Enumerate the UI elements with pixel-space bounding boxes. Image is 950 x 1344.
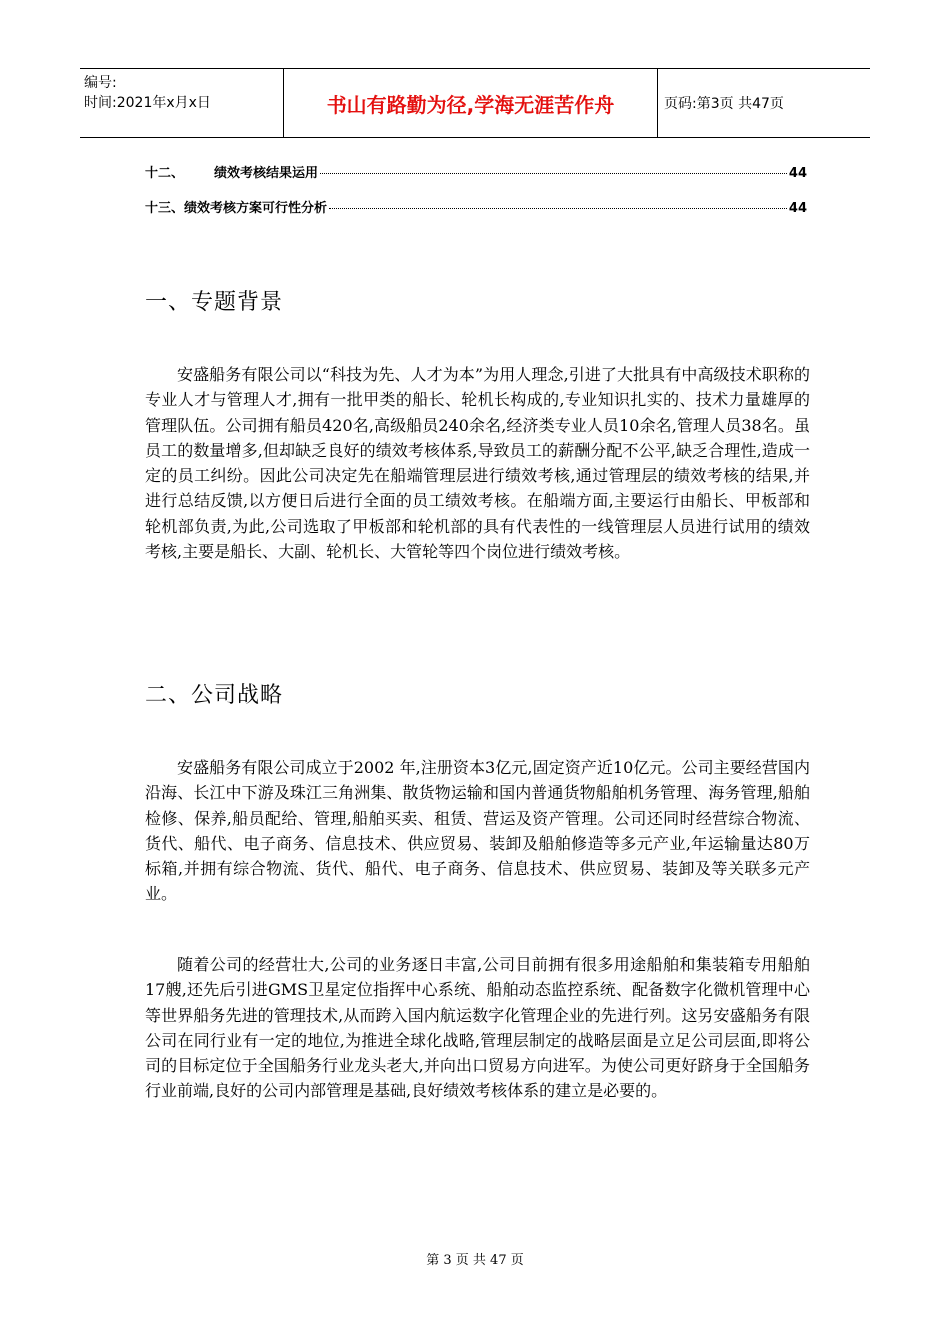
header-page-info: 页码:第3页 共47页 — [664, 96, 784, 112]
document-time-label: 时间:2021年x月x日 — [84, 95, 211, 111]
header-motto: 书山有路勤为径,学海无涯苦作舟 — [284, 69, 658, 137]
page-footer: 第 3 页 共 47 页 — [426, 1253, 524, 1268]
toc-entry[interactable] — [145, 162, 807, 181]
section-heading: 一、专题背景 — [145, 290, 284, 315]
toc-leader-dots — [329, 208, 787, 209]
toc-entry-title: 绩效考核方案可行性分析 — [184, 201, 328, 216]
toc-entry-title: 绩效考核结果运用 — [214, 166, 319, 181]
page-header — [80, 68, 870, 138]
header-meta — [80, 69, 284, 137]
toc-entry-page: 44 — [788, 166, 807, 181]
section-heading: 二、公司战略 — [145, 683, 284, 708]
body-paragraph: 安盛船务有限公司成立于2002 年,注册资本3亿元,固定资产近10亿元。公司主要经营国内沿海、长江中下游及珠江三角洲集、散货物运输和国内普通货物船舶机务管理、海务管理,船舶检修、保养,船员配给、管理,船舶买卖、租赁、营运及资产管理。公司还同时经营综合物流、货代、船代、电子商务、信息技术、供应贸易、装卸及船舶修造等多元产业,年运输量达80万标箱,并拥有综合物流、货代、船代、电子商务、信息技术、供应贸易、装卸及等关联多元产业。 — [145, 758, 810, 904]
toc-entry-number: 十二、 — [145, 166, 185, 181]
toc-leader-dots — [320, 173, 787, 174]
toc-entry[interactable] — [145, 197, 807, 216]
toc-entry-number: 十三、 — [145, 201, 185, 216]
document-number-label: 编号: — [84, 75, 117, 91]
toc-entry-page: 44 — [788, 201, 807, 216]
body-paragraph: 随着公司的经营壮大,公司的业务逐日丰富,公司目前拥有很多用途船舶和集装箱专用船舶17艘,还先后引进GMS卫星定位指挥中心系统、船舶动态监控系统、配备数字化微机管理中心等世界船务先进的管理技术,从而跨入国内航运数字化管理企业的先进行列。这另安盛船务有限公司在同行业有一定的地位,为推进全球化战略,管理层制定的战略层面是立足公司层面,即将公司的目标定位于全国船务行业龙头老大,并向出口贸易方向进军。为使公司更好跻身于全国船务行业前端,良好的公司内部管理是基础,良好绩效考核体系的建立是必要的。 — [145, 955, 810, 1101]
body-paragraph: 安盛船务有限公司以“科技为先、人才为本”为用人理念,引进了大批具有中高级技术职称的专业人才与管理人才,拥有一批甲类的船长、轮机长构成的,专业知识扎实的、技术力量雄厚的管理队伍。公司拥有船员420名,高级船员240余名,经济类专业人员10余名,管理人员38名。虽员工的数量增多,但却缺乏良好的绩效考核体系,导致员工的薪酬分配不公平,缺乏合理性,造成一定的员工纠纷。因此公司决定先在船端管理层进行绩效考核,通过管理层的绩效考核的结果,并进行总结反馈,以方便日后进行全面的员工绩效考核。在船端方面,主要运行由船长、甲板部和轮机部负责,为此,公司选取了甲板部和轮机部的具有代表性的一线管理层人员进行试用的绩效考核,主要是船长、大副、轮机长、大管轮等四个岗位进行绩效考核。 — [145, 365, 810, 562]
